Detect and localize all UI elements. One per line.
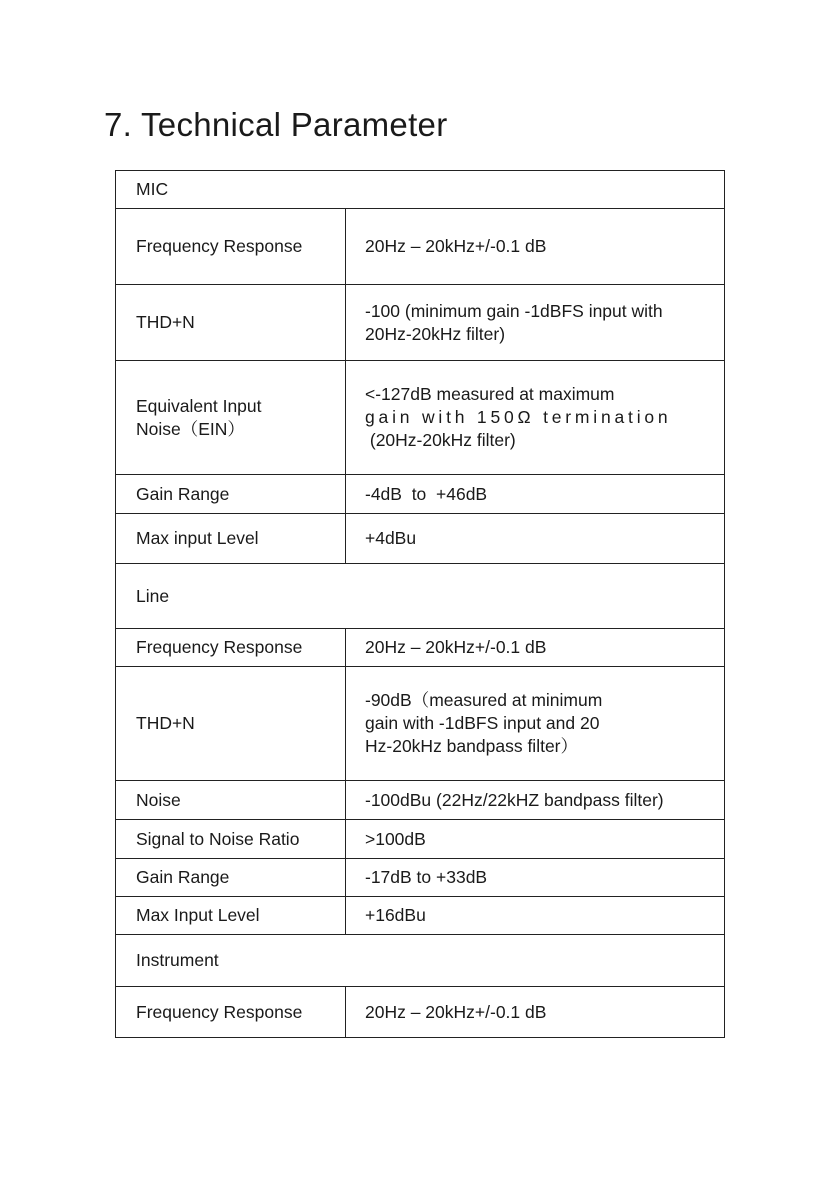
table-row <box>116 667 725 781</box>
param-value: +16dBu <box>346 897 725 935</box>
param-label: Equivalent Input Noise（EIN） <box>116 361 346 475</box>
param-value: -100dBu (22Hz/22kHZ bandpass filter) <box>346 781 725 820</box>
section-header-row <box>116 564 725 629</box>
param-label: Gain Range <box>116 475 346 514</box>
param-value: +4dBu <box>346 514 725 564</box>
param-label: Gain Range <box>116 859 346 897</box>
param-value: -100 (minimum gain -1dBFS input with 20Hz-20kHz filter) <box>346 285 725 361</box>
table-row <box>116 285 725 361</box>
param-label: Noise <box>116 781 346 820</box>
section-header-row <box>116 171 725 209</box>
param-label: Max Input Level <box>116 897 346 935</box>
table-row <box>116 820 725 859</box>
section-header-instrument: Instrument <box>116 935 725 987</box>
param-value: 20Hz – 20kHz+/-0.1 dB <box>346 629 725 667</box>
param-value <box>346 361 725 475</box>
param-value: -17dB to +33dB <box>346 859 725 897</box>
param-value: 20Hz – 20kHz+/-0.1 dB <box>346 987 725 1038</box>
section-header-row <box>116 935 725 987</box>
table-row <box>116 897 725 935</box>
table-row <box>116 361 725 475</box>
table-row <box>116 209 725 285</box>
param-value-line: gain with 150Ω termination <box>365 407 672 427</box>
param-label: Frequency Response <box>116 209 346 285</box>
table-row <box>116 629 725 667</box>
param-value-line: (20Hz-20kHz filter) <box>365 430 516 450</box>
param-label: THD+N <box>116 285 346 361</box>
param-value: -90dB（measured at minimum gain with -1dBFS input and 20 Hz-20kHz bandpass filter） <box>346 667 725 781</box>
param-label: Frequency Response <box>116 987 346 1038</box>
page-title: 7. Technical Parameter <box>104 106 448 143</box>
table-row <box>116 475 725 514</box>
section-header-mic: MIC <box>116 171 725 209</box>
param-value-line: <-127dB measured at maximum <box>365 384 615 404</box>
param-value: >100dB <box>346 820 725 859</box>
param-label: Signal to Noise Ratio <box>116 820 346 859</box>
section-header-line: Line <box>116 564 725 629</box>
param-value: 20Hz – 20kHz+/-0.1 dB <box>346 209 725 285</box>
param-label: THD+N <box>116 667 346 781</box>
param-value: -4dB to +46dB <box>346 475 725 514</box>
table-row <box>116 514 725 564</box>
param-label: Frequency Response <box>116 629 346 667</box>
table-row <box>116 859 725 897</box>
param-label: Max input Level <box>116 514 346 564</box>
table-row <box>116 781 725 820</box>
technical-parameter-table <box>115 170 725 1038</box>
table-row <box>116 987 725 1038</box>
